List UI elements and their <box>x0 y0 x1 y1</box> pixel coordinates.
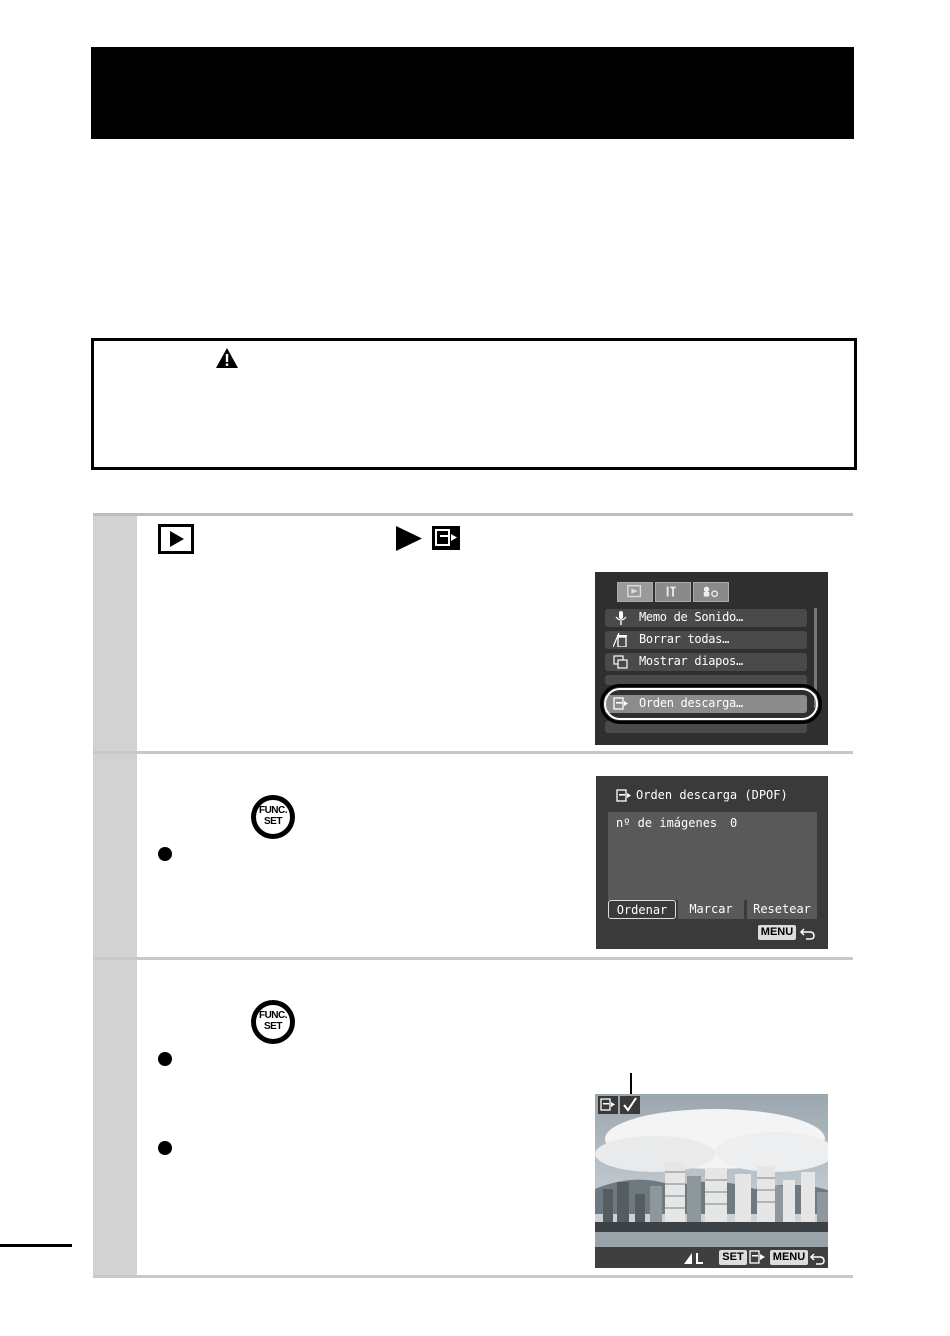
menu-item-erase-all[interactable]: Borrar todas… <box>605 631 807 649</box>
bullet <box>158 847 172 861</box>
step-divider <box>93 751 853 754</box>
menu-item-sound-memo[interactable]: Memo de Sonido… <box>605 609 807 627</box>
warning-triangle-icon <box>215 347 239 369</box>
trash-icon <box>613 633 629 647</box>
order-button[interactable]: Ordenar <box>608 900 676 919</box>
city-skyline-photo <box>595 1094 828 1268</box>
return-arrow-icon <box>800 925 816 940</box>
func-set-button-icon: FUNC. SET <box>251 795 295 839</box>
playback-button-icon <box>158 524 194 554</box>
microphone-icon <box>613 611 629 625</box>
step-divider <box>93 957 853 960</box>
my-camera-tab-icon[interactable] <box>693 582 729 602</box>
slideshow-icon <box>613 655 629 669</box>
step-1-number-bar <box>93 516 137 752</box>
menu-item-slideshow[interactable]: Mostrar diapos… <box>605 653 807 671</box>
set-key: SET <box>719 1250 747 1265</box>
download-order-indicator <box>598 1096 618 1114</box>
menu-key: MENU <box>770 1250 808 1265</box>
step-bottom-border <box>93 1275 853 1278</box>
dpof-info-panel <box>608 812 817 900</box>
screen-title: Orden descarga (DPOF) <box>636 788 788 802</box>
step-3-number-bar <box>93 960 137 1276</box>
bullet <box>158 1141 172 1155</box>
dpof-order-screen <box>596 776 828 949</box>
photo-playback-screen <box>595 1094 828 1268</box>
download-order-icon <box>598 1096 618 1114</box>
return-arrow-icon <box>810 1250 826 1265</box>
settings-tab-icon[interactable] <box>655 582 691 602</box>
menu-key: MENU <box>758 925 796 940</box>
step-top-border <box>93 513 853 516</box>
image-count-value: 0 <box>730 816 738 830</box>
download-order-icon <box>749 1250 767 1265</box>
menu-item-download-order[interactable]: Orden descarga… <box>605 695 807 713</box>
step-2-number-bar <box>93 754 137 958</box>
image-size-large-icon <box>683 1251 705 1265</box>
image-count-label: nº de imágenes <box>616 816 718 830</box>
checkmark-icon <box>620 1096 640 1114</box>
section-header-bar <box>91 47 854 139</box>
func-set-button-icon: FUNC. SET <box>251 1000 295 1044</box>
download-order-icon <box>616 789 632 803</box>
caution-box <box>91 338 857 470</box>
play-tab-icon[interactable] <box>617 582 653 602</box>
bullet <box>158 1052 172 1066</box>
mark-button[interactable]: Marcar <box>678 900 744 919</box>
selection-highlight-ring-inner <box>604 688 818 720</box>
download-order-icon <box>432 526 460 550</box>
arrow-right-icon <box>395 525 423 552</box>
reset-button[interactable]: Resetear <box>747 900 817 919</box>
page-edge-marker <box>0 1244 72 1247</box>
